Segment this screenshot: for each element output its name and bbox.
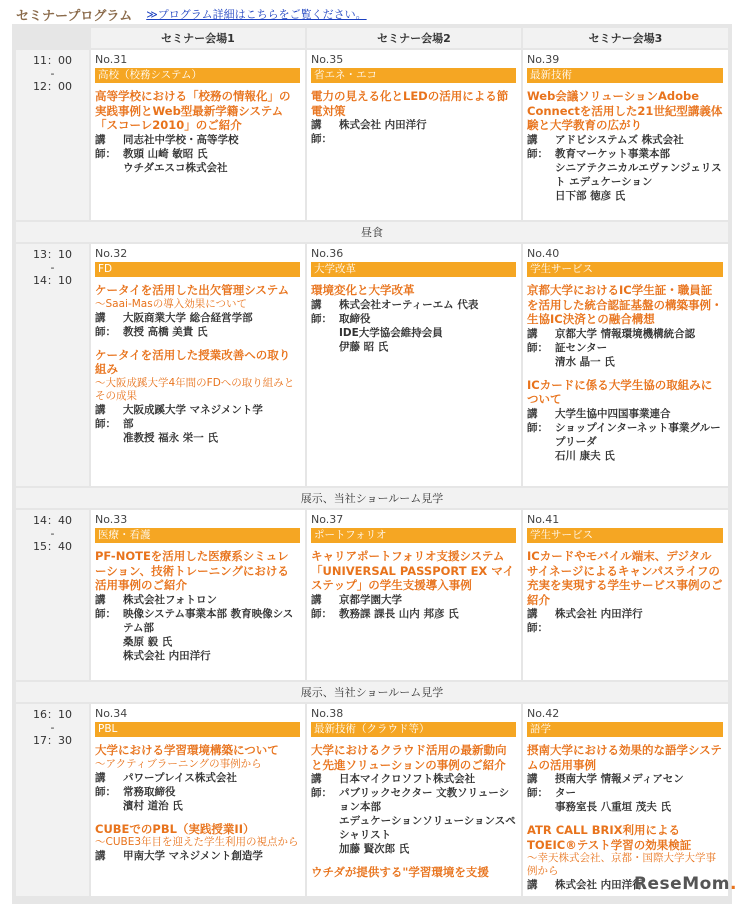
session-cell-no42[interactable]	[523, 704, 728, 896]
speaker-line: 講 同志社中学校・高等学校	[95, 133, 239, 146]
speaker-line: 講 株式会社 内田洋行	[527, 879, 643, 891]
session-title-link[interactable]: 大学における学習環境構築について	[95, 743, 279, 757]
speaker-line: 師： 教授 高橋 美貴 氏	[95, 325, 208, 338]
category-badge: 学生サービス	[527, 528, 723, 543]
time-slot-2: 13：10 - 14：10	[16, 244, 89, 486]
session-number: No.36	[311, 247, 344, 260]
session-item	[311, 865, 516, 880]
time-slot-4: 16：10 - 17：30	[16, 704, 89, 896]
session-item	[527, 283, 723, 369]
speaker-line: 講 アドビシステムズ 株式会社	[527, 133, 684, 146]
break-row-exhibit-2: 展示、当社ショールーム見学	[16, 682, 728, 702]
speaker-line: 師：	[311, 133, 332, 145]
category-badge: 語学	[527, 722, 723, 737]
session-item	[95, 549, 300, 663]
speaker-line: 講 株式会社オーティーエム 代表	[311, 298, 479, 311]
session-title-link[interactable]: ウチダが提供する"学習環境を支援	[311, 865, 489, 879]
speaker-line: 師： 証センター 清水 晶一 氏	[527, 341, 615, 368]
session-item	[311, 743, 516, 856]
session-number: No.35	[311, 53, 344, 66]
speaker-line: 師： 映像システム事業本部 教育映像システム部 桑原 毅 氏 株式会社 内田洋行	[95, 607, 294, 662]
session-title-link[interactable]: 大学におけるクラウド活用の最新動向と先進ソリューションの事例のご紹介	[311, 743, 507, 772]
session-item	[527, 89, 723, 203]
speaker-line: 師： ター 事務室長 八重垣 茂夫 氏	[527, 787, 671, 813]
speaker-line: 師： ショップインターネット事業グループリーダ 石川 康夫 氏	[527, 421, 721, 462]
speaker-line: 講 株式会社フォトロン	[95, 593, 217, 606]
speaker-line: 講 京都学園大学	[311, 593, 402, 606]
session-subtitle: 〜アクティブラーニングの事例から	[95, 757, 262, 770]
session-cell-no33[interactable]	[91, 510, 305, 680]
session-title-link[interactable]: 環境変化と大学改革	[311, 283, 415, 297]
session-item	[527, 743, 723, 814]
speaker-line: 師： 教頭 山崎 敏昭 氏 ウチダエスコ株式会社	[95, 147, 228, 174]
category-badge: 大学改革	[311, 262, 516, 277]
speaker-line: 講 日本マイクロソフト株式会社	[311, 773, 476, 785]
session-title-link[interactable]: Web会議ソリューションAdobe Connectを活用した21世紀型講義体験と大学教育の広がり	[527, 89, 723, 132]
session-number: No.39	[527, 53, 560, 66]
speaker-line: 講 株式会社 内田洋行	[311, 119, 427, 131]
session-number: No.33	[95, 513, 128, 526]
session-title-link[interactable]: ケータイを活用した出欠管理システム	[95, 283, 290, 297]
session-item	[527, 549, 723, 635]
session-number: No.42	[527, 707, 560, 720]
session-subtitle: 〜大阪成蹊大学4年間のFDへの取り組みとその成果	[95, 376, 295, 402]
session-subtitle: 〜CUBE3年目を迎えた学生利用の視点から	[95, 836, 299, 848]
session-title-link[interactable]: キャリアポートフォリオ支援システム「UNIVERSAL PASSPORT EX マイステップ」の学生支援導入事例	[311, 549, 515, 592]
category-badge: FD	[95, 262, 300, 277]
speaker-line: 講 京都大学 情報環境機構統合認	[527, 327, 696, 340]
session-cell-no40[interactable]	[523, 244, 728, 486]
speaker-line: 師：	[527, 622, 548, 634]
page-title: セミナープログラム	[16, 8, 133, 24]
session-title-link[interactable]: ICカードやモバイル端末、デジタルサイネージによるキャンパスライフの充実を実現する学生サービス事例のご紹介	[527, 549, 723, 607]
session-title-link[interactable]: 摂南大学における効果的な語学システムの活用事例	[527, 743, 722, 772]
session-item	[95, 89, 300, 175]
session-number: No.37	[311, 513, 344, 526]
speaker-line: 講 摂南大学 情報メディアセン	[527, 773, 684, 785]
session-cell-no36[interactable]	[307, 244, 521, 486]
session-cell-no41[interactable]	[523, 510, 728, 680]
session-title-link[interactable]: ATR CALL BRIX利用による TOEIC®テスト学習の効果検証	[527, 823, 692, 852]
session-cell-no39[interactable]	[523, 50, 728, 220]
category-badge: 最新技術	[527, 68, 723, 83]
category-badge: ポートフォリオ	[311, 528, 516, 543]
category-badge: 学生サービス	[527, 262, 723, 277]
session-title-link[interactable]: ケータイを活用した授業改善への取り組み	[95, 347, 291, 376]
speaker-line: 師： 教育マーケット事業本部 シニアテクニカルエヴァンジェリスト エデュケーション 日下部 徳彦 氏	[527, 147, 722, 202]
category-badge: 最新技術（クラウド等）	[311, 722, 516, 737]
session-cell-no38[interactable]	[307, 704, 521, 896]
session-number: No.38	[311, 707, 344, 720]
session-cell-no37[interactable]	[307, 510, 521, 680]
session-item	[527, 378, 723, 463]
session-cell-no32[interactable]	[91, 244, 305, 486]
session-title-link[interactable]: 電力の見える化とLEDの活用による節電対策	[311, 89, 509, 118]
speaker-line: 講 大学生協中四国事業連合	[527, 407, 671, 420]
session-cell-no35[interactable]	[307, 50, 521, 220]
time-slot-3: 14：40 - 15：40	[16, 510, 89, 680]
session-subtitle: 〜幸天株式会社、京都・国際大学大学事例から	[527, 852, 716, 877]
program-detail-link[interactable]: ≫プログラム詳細はこちらをご覧ください。	[146, 8, 367, 21]
session-number: No.31	[95, 53, 128, 66]
break-row-exhibit: 展示、当社ショールーム見学	[16, 488, 728, 508]
session-cell-no34[interactable]	[91, 704, 305, 896]
session-item	[95, 283, 300, 339]
page-header	[16, 4, 367, 24]
speaker-line: 講 大阪商業大学 総合経営学部	[95, 311, 253, 324]
category-badge: 医療・看護	[95, 528, 300, 543]
speaker-line: 師： 常務取締役 濱村 道治 氏	[95, 785, 183, 812]
session-title-link[interactable]: CUBEでのPBL（実践授業II）	[95, 821, 255, 836]
break-row-lunch: 昼食	[16, 222, 728, 242]
speaker-line: 師： 取締役 IDE大学協会維持会員 伊藤 昭 氏	[311, 312, 443, 353]
venue-header-1: セミナー会場1	[91, 28, 305, 48]
session-subtitle: 〜Saai-Masの導入効果について	[95, 297, 247, 310]
speaker-line: 師： 教務課 課長 山内 邦彦 氏	[311, 607, 459, 620]
session-title-link[interactable]: ICカードに係る大学生協の取組みについて	[527, 377, 713, 406]
speaker-line: 師： 部 准教授 福永 栄一 氏	[95, 417, 218, 444]
speaker-line: 講 大阪成蹊大学 マネジメント学	[95, 403, 263, 416]
session-title-link[interactable]: PF-NOTEを活用した医療系シミュレーション、技術トレーニングにおける活用事例のご紹介	[95, 549, 289, 592]
session-item	[311, 549, 516, 621]
session-item	[95, 743, 300, 813]
speaker-line: 講 パワープレイス株式会社	[95, 771, 237, 784]
session-title-link[interactable]: 高等学校における「校務の情報化」の実践事例とWeb型最新学籍システム「スコーレ2010」のご紹介	[95, 89, 291, 132]
time-slot-1: 11：00 - 12：00	[16, 50, 89, 220]
session-number: No.34	[95, 707, 128, 720]
session-item	[311, 89, 516, 146]
category-badge: 省エネ・エコ	[311, 68, 516, 83]
category-badge: 高校（校務システム）	[95, 68, 300, 83]
resemom-watermark-logo: ReseMom.	[633, 874, 737, 894]
session-cell-no31[interactable]	[91, 50, 305, 220]
session-number: No.32	[95, 247, 128, 260]
speaker-line: 講 甲南大学 マネジメント創造学	[95, 850, 263, 862]
session-item	[95, 348, 300, 445]
speaker-line: 講 株式会社 内田洋行	[527, 608, 643, 620]
venue-header-2: セミナー会場2	[307, 28, 521, 48]
session-number: No.41	[527, 513, 560, 526]
category-badge: PBL	[95, 722, 300, 737]
session-title-link[interactable]: 京都大学におけるIC学生証・職員証を活用した統合認証基盤の構築事例・生協IC決済との融合構想	[527, 283, 723, 326]
session-item	[95, 822, 300, 864]
session-item	[311, 283, 516, 354]
session-number: No.40	[527, 247, 560, 260]
speaker-line: 師： パブリックセクター 文教ソリューション本部 エデュケーションソリューションスペシャリスト 加藤 賢次郎 氏	[311, 787, 516, 855]
venue-header-3: セミナー会場3	[523, 28, 728, 48]
